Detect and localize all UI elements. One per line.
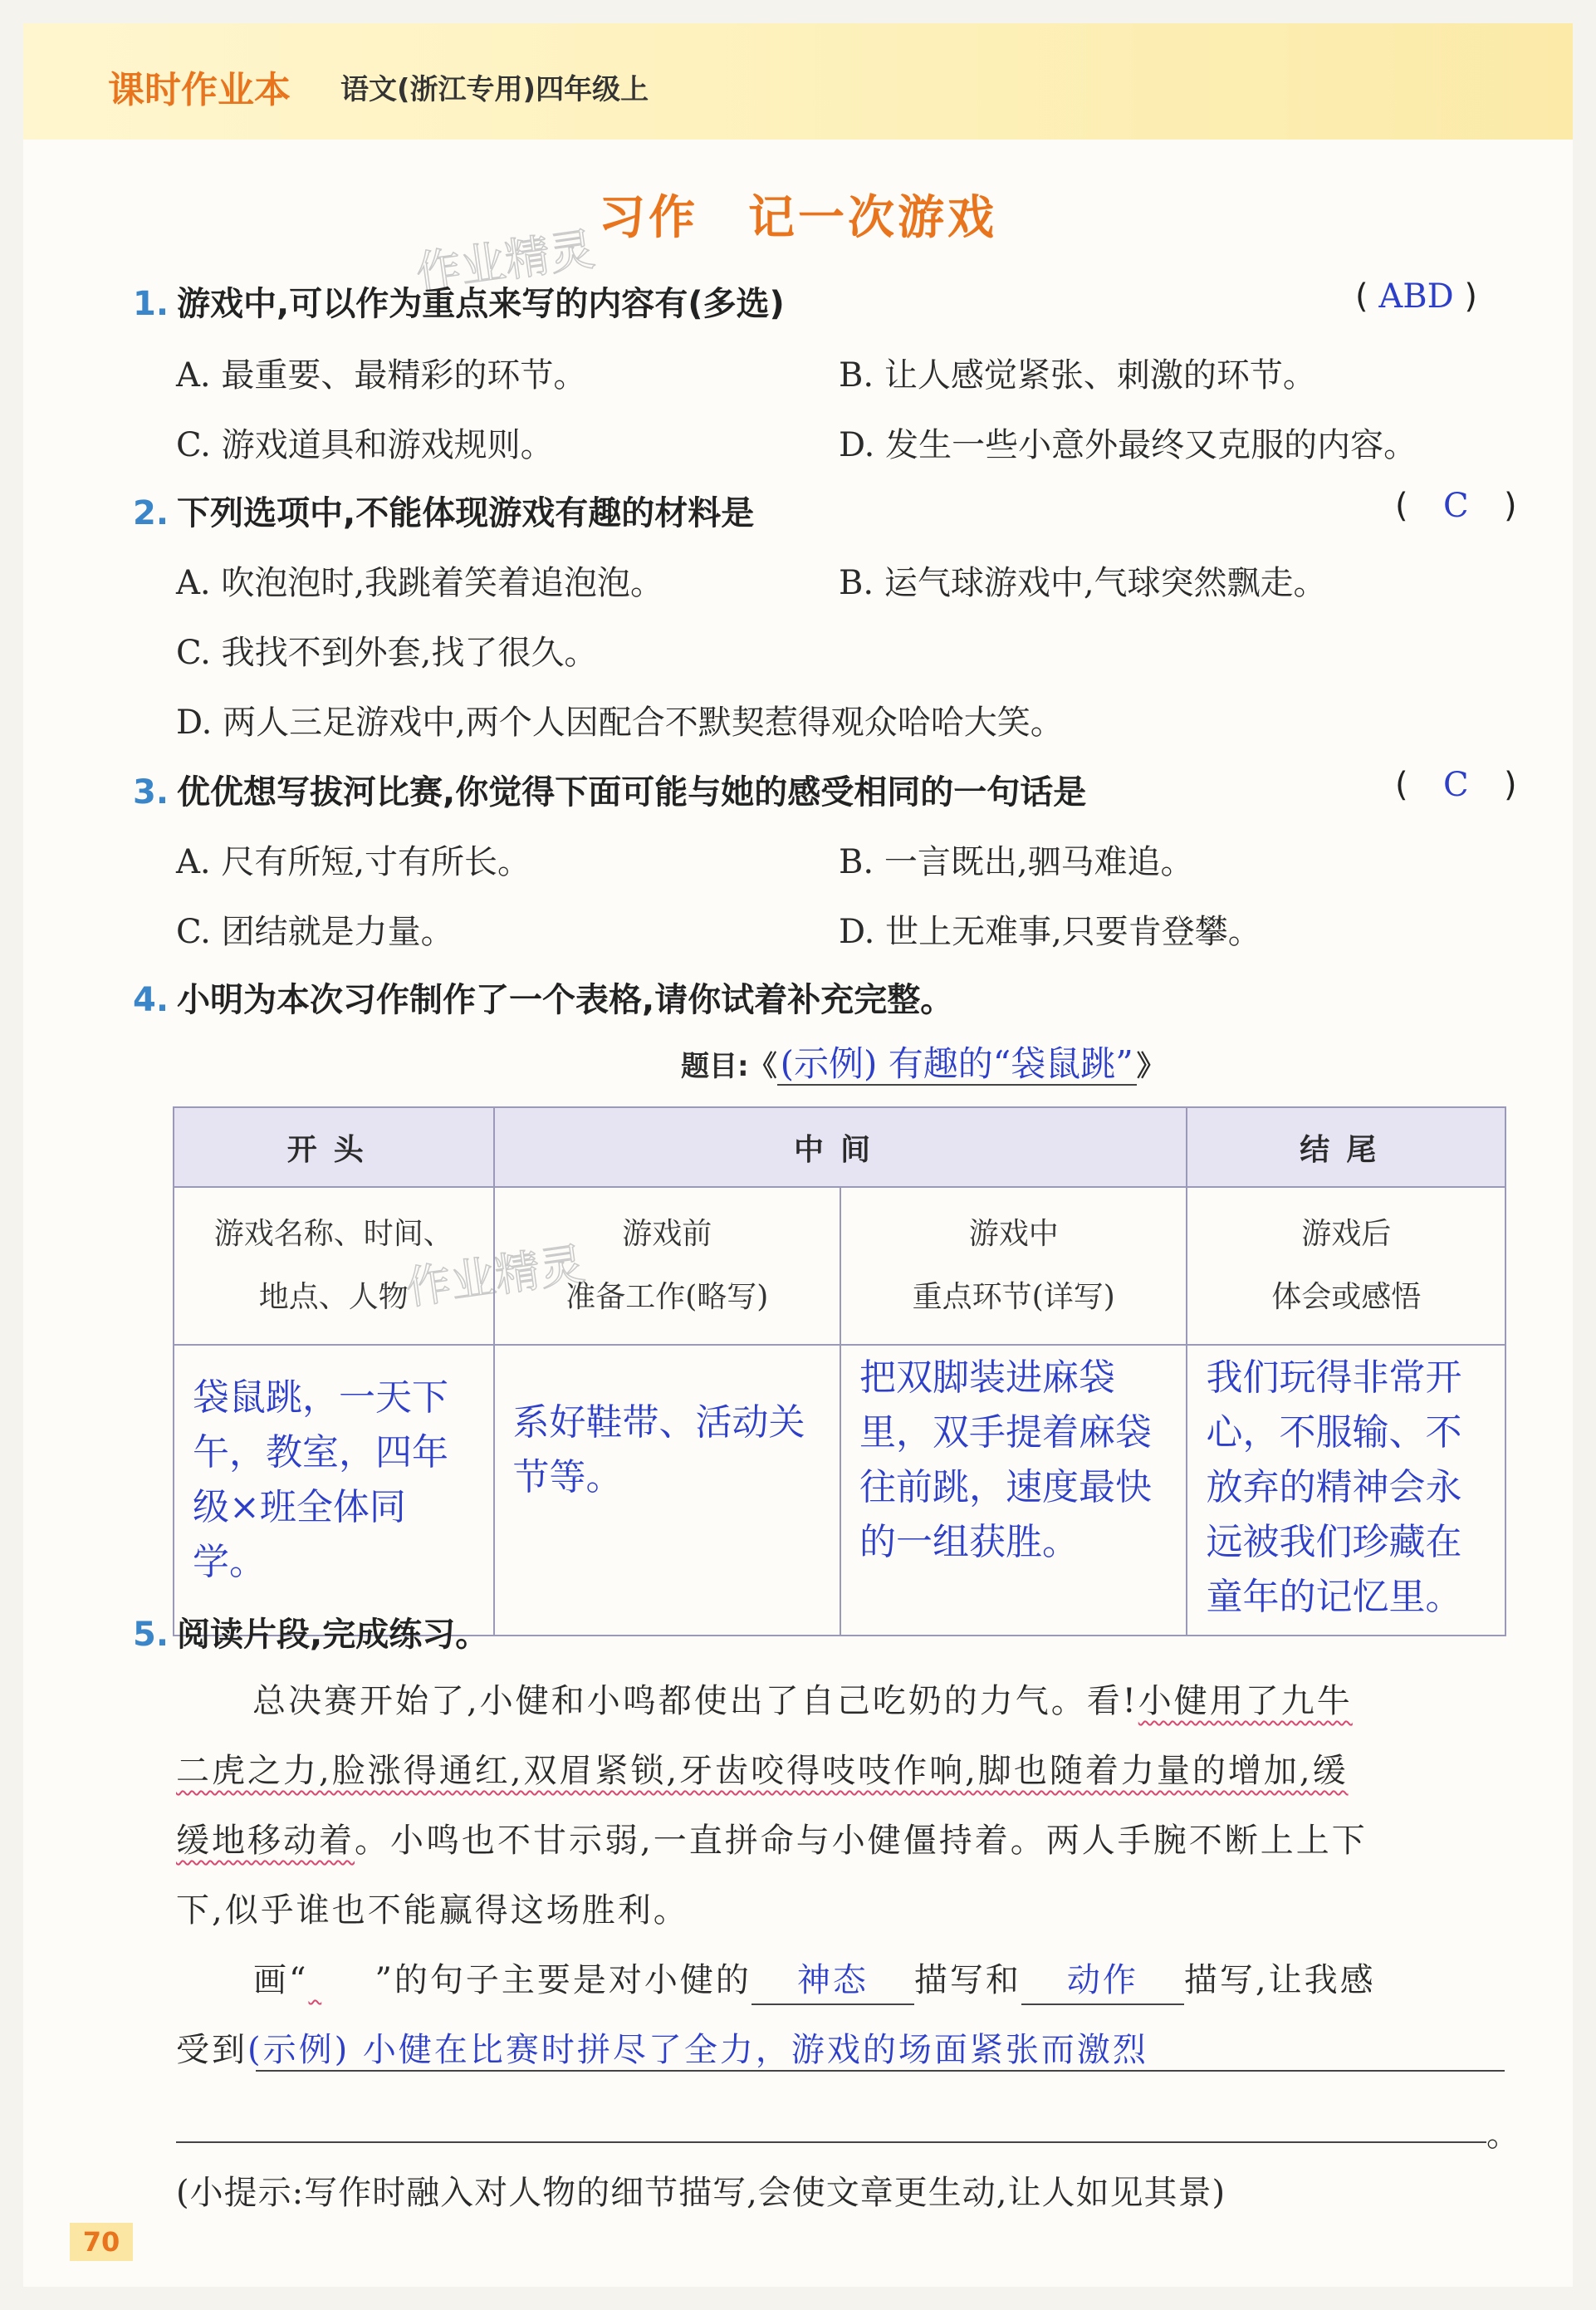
answer-cell: 把双脚装进麻袋里，双手提着麻袋往前跳，速度最快的一组获胜。	[840, 1345, 1187, 1636]
writing-tip: (小提示:写作时融入对人物的细节描写,会使文章更生动,让人如见其景)	[176, 2174, 1226, 2212]
answer-line	[256, 2070, 1505, 2072]
essay-plan-table	[173, 1106, 1506, 1636]
option: A. 最重要、最精彩的环节。	[176, 356, 587, 395]
blank-answer-2: 动作	[1021, 1957, 1184, 2005]
table-row	[174, 1345, 1505, 1636]
option: B. 让人感觉紧张、刺激的环节。	[839, 356, 1316, 395]
answer-cell: 袋鼠跳，一天下午，教室，四年级×班全体同学。	[174, 1345, 494, 1636]
label-cell: 游戏名称、时间、 地点、人物	[174, 1187, 494, 1345]
answer-cell: 系好鞋带、活动关节等。	[494, 1345, 840, 1636]
page-number: 70	[70, 2223, 133, 2261]
option: D. 发生一些小意外最终又克服的内容。	[839, 426, 1417, 464]
question-1: 1. 游戏中,可以作为重点来写的内容有(多选)	[133, 285, 785, 323]
reading-passage-line: 下,似乎谁也不能赢得这场胜利。	[176, 1891, 689, 1930]
subject-label: 语文(浙江专用)四年级上	[340, 73, 649, 106]
label-cell: 游戏前 准备工作(略写)	[494, 1187, 840, 1345]
brand-title: 课时作业本	[108, 69, 291, 111]
answer-3: ( C )	[1395, 766, 1517, 804]
table-row	[174, 1187, 1505, 1345]
option: D. 世上无难事,只要肯登攀。	[839, 913, 1261, 951]
answer-line	[176, 2141, 1486, 2143]
option: A. 吹泡泡时,我跳着笑着追泡泡。	[176, 564, 664, 602]
option: B. 一言既出,驷马难追。	[839, 843, 1194, 881]
option: C. 我找不到外套,找了很久。	[176, 634, 598, 672]
reading-passage: 总决赛开始了,小健和小鸣都使出了自己吃奶的力气。看!小健用了九牛	[252, 1682, 1353, 1720]
table-header-row	[174, 1107, 1505, 1187]
header-middle: 中间	[494, 1107, 1187, 1187]
option: A. 尺有所短,寸有所长。	[176, 843, 531, 881]
table-topic: 题目:《(示例) 有趣的“袋鼠跳” 》	[681, 1043, 1165, 1084]
answer-cell: 我们玩得非常开心，不服输、不放弃的精神会永远被我们珍藏在童年的记忆里。	[1187, 1345, 1505, 1636]
answer-1: ( ABD )	[1355, 277, 1478, 316]
watermark: 作业精灵	[403, 1238, 588, 1315]
period: 。	[1486, 2116, 1522, 2154]
option: B. 运气球游戏中,气球突然飘走。	[839, 564, 1327, 602]
option: C. 团结就是力量。	[176, 913, 454, 951]
fill-blank-question: 受到(示例) 小健在比赛时拼尽了全力，游戏的场面紧张而激烈	[176, 2031, 1148, 2069]
fill-blank-question: 画“ ”的句子主要是对小健的 神态 描写和 动作 描写,让我感	[253, 1945, 1515, 2015]
header-ending: 结尾	[1187, 1107, 1505, 1187]
label-cell: 游戏后 体会或感悟	[1187, 1187, 1505, 1345]
question-2: 2. 下列选项中,不能体现游戏有趣的材料是	[133, 494, 755, 532]
page-title: 习作 记一次游戏	[599, 191, 997, 245]
answer-2: ( C )	[1395, 487, 1517, 525]
label-cell: 游戏中 重点环节(详写)	[840, 1187, 1187, 1345]
reading-passage-line: 二虎之力,脸涨得通红,双眉紧锁,牙齿咬得吱吱作响,脚也随着力量的增加,缓	[176, 1752, 1349, 1790]
watermark: 作业精灵	[413, 223, 598, 300]
question-4: 4. 小明为本次习作制作了一个表格,请你试着补充完整。	[133, 981, 954, 1019]
header-opening: 开头	[174, 1107, 494, 1187]
question-5: 5. 阅读片段,完成练习。	[133, 1616, 489, 1654]
option: D. 两人三足游戏中,两个人因配合不默契惹得观众哈哈大笑。	[176, 704, 1064, 742]
option: C. 游戏道具和游戏规则。	[176, 426, 554, 464]
topic-answer: (示例) 有趣的“袋鼠跳”	[777, 1043, 1137, 1086]
reading-passage-line: 缓地移动着。小鸣也不甘示弱,一直拼命与小健僵持着。两人手腕不断上上下	[176, 1822, 1368, 1860]
question-3: 3. 优优想写拔河比赛,你觉得下面可能与她的感受相同的一句话是	[133, 773, 1087, 812]
blank-answer-1: 神态	[751, 1957, 914, 2005]
blank-answer-3: (示例) 小健在比赛时拼尽了全力，游戏的场面紧张而激烈	[247, 2031, 1148, 2069]
